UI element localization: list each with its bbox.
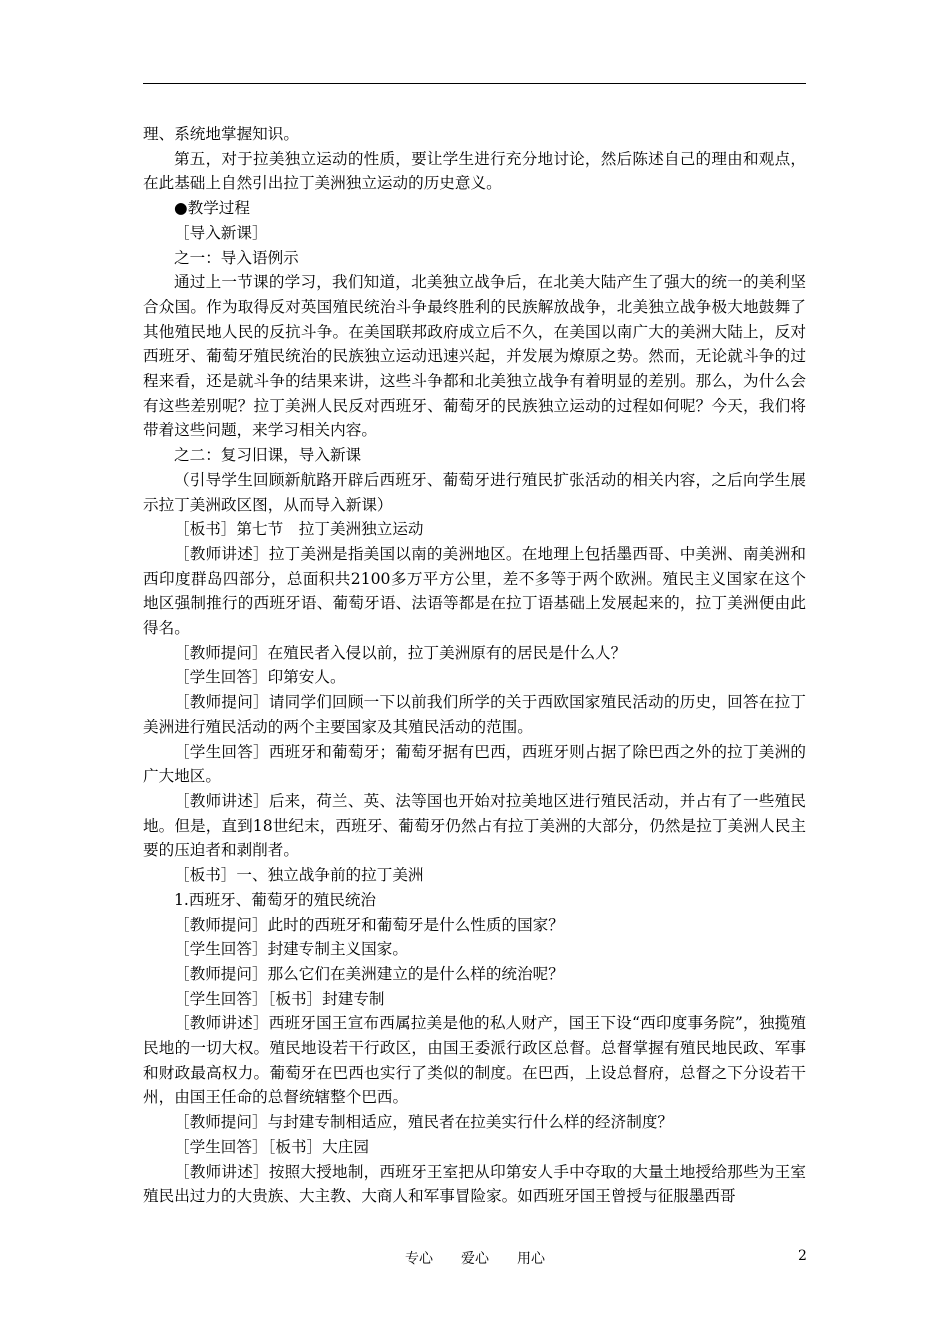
paragraph: ［导入新课］ bbox=[174, 223, 268, 242]
paragraph: ［教师提问］那么它们在美洲建立的是什么样的统治呢？ bbox=[174, 964, 564, 983]
footer-motto: 专心 爱心 用心 bbox=[405, 1251, 545, 1267]
paragraph: ［教师讲述］后来，荷兰、英、法等国也开始对拉美地区进行殖民活动，并占有了一些殖民地。但是，直到18世纪末，西班牙、葡萄牙仍然占有拉丁美洲的大部分，仍然是拉丁美洲人民主要的压迫者和剥削者。 bbox=[143, 791, 806, 860]
page-number: 2 bbox=[798, 1248, 807, 1264]
paragraph: ［学生回答］［板书］封建专制 bbox=[174, 989, 385, 1008]
paragraph: ［教师讲述］拉丁美洲是指美国以南的美洲地区。在地理上包括墨西哥、中美洲、南美洲和西印度群岛四部分，总面积共2100多万平方公里，差不多等于两个欧洲。殖民主义国家在这个地区强制推行的西班牙语、葡萄牙语、法语等都是在拉丁语基础上发展起来的，拉丁美洲便由此得名。 bbox=[143, 544, 806, 638]
paragraph: ［教师讲述］西班牙国王宣布西属拉美是他的私人财产，国王下设“西印度事务院”，独揽殖民地的一切大权。殖民地设若干行政区，由国王委派行政区总督。总督掌握有殖民地民政、军事和财政最高权力。葡萄牙在巴西也实行了类似的制度。在巴西，上设总督府，总督之下分设若干州，由国王任命的总督统辖整个巴西。 bbox=[143, 1014, 806, 1107]
paragraph: ［教师提问］此时的西班牙和葡萄牙是什么性质的国家？ bbox=[174, 915, 564, 934]
paragraph: ［教师提问］请同学们回顾一下以前我们所学的关于西欧国家殖民活动的历史，回答在拉丁美洲进行殖民活动的两个主要国家及其殖民活动的范围。 bbox=[143, 693, 806, 736]
paragraph: 通过上一节课的学习，我们知道，北美独立战争后，在北美大陆产生了强大的统一的美利坚合众国。作为取得反对英国殖民统治斗争最终胜利的民族解放战争，北美独立战争极大地鼓舞了其他殖民地人民的反抗斗争。在美国联邦政府成立后不久，在美国以南广大的美洲大陆上，反对西班牙、葡萄牙殖民统治的民族独立运动迅速兴起，并发展为燎原之势。然而，无论就斗争的过程来看，还是就斗争的结果来讲，这些斗争都和北美独立战争有着明显的差别。那么，为什么会有这些差别呢？拉丁美洲人民反对西班牙、葡萄牙的民族独立运动的过程如何呢？今天，我们将带着这些问题，来学习相关内容。 bbox=[143, 273, 806, 440]
paragraph: ［板书］第七节 拉丁美洲独立运动 bbox=[174, 520, 424, 539]
paragraph: 之二：复习旧课，导入新课 bbox=[174, 446, 362, 465]
header-rule bbox=[143, 83, 806, 84]
paragraph: 理、系统地掌握知识。 bbox=[143, 125, 299, 143]
paragraph: （引导学生回顾新航路开辟后西班牙、葡萄牙进行殖民扩张活动的相关内容，之后向学生展示拉丁美洲政区图，从而导入新课） bbox=[143, 470, 806, 514]
paragraph: ［学生回答］［板书］大庄园 bbox=[174, 1137, 369, 1156]
page-footer bbox=[0, 1248, 950, 1272]
paragraph: ［学生回答］西班牙和葡萄牙；葡萄牙据有巴西，西班牙则占据了除巴西之外的拉丁美洲的广大地区。 bbox=[143, 742, 806, 786]
paragraph: ［学生回答］封建专制主义国家。 bbox=[174, 940, 408, 959]
paragraph: ［教师提问］与封建专制相适应，殖民者在拉美实行什么样的经济制度？ bbox=[174, 1113, 674, 1132]
paragraph: ［学生回答］印第安人。 bbox=[174, 668, 346, 687]
paragraph: ●教学过程 bbox=[174, 199, 250, 218]
document-body bbox=[143, 122, 806, 1209]
paragraph: ［板书］一、独立战争前的拉丁美洲 bbox=[174, 866, 424, 885]
paragraph: ［教师提问］在殖民者入侵以前，拉丁美洲原有的居民是什么人？ bbox=[174, 643, 627, 662]
paragraph: 第五，对于拉美独立运动的性质，要让学生进行充分地讨论，然后陈述自己的理由和观点，在此基础上自然引出拉丁美洲独立运动的历史意义。 bbox=[143, 149, 806, 193]
paragraph: ［教师讲述］按照大授地制，西班牙王室把从印第安人手中夺取的大量土地授给那些为王室殖民出过力的大贵族、大主教、大商人和军事冒险家。如西班牙国王曾授与征服墨西哥 bbox=[143, 1162, 806, 1206]
paragraph: 1.西班牙、葡萄牙的殖民统治 bbox=[174, 890, 377, 909]
paragraph: 之一：导入语例示 bbox=[174, 248, 299, 267]
